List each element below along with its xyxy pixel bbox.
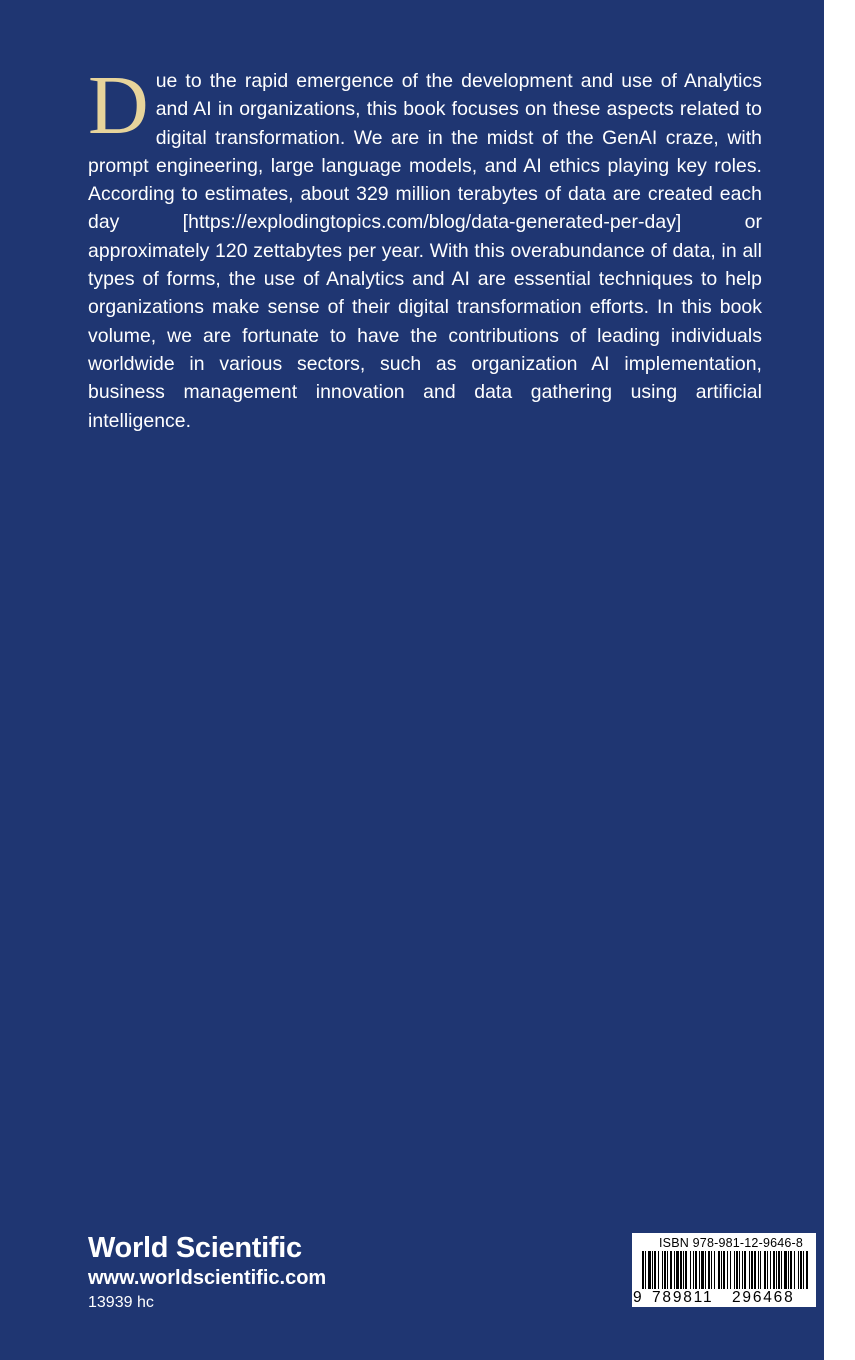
publisher-block	[88, 1230, 326, 1314]
isbn-label: ISBN 978-981-12-9646-8	[659, 1236, 804, 1250]
isbn-barcode	[632, 1233, 816, 1307]
page-edge	[824, 0, 855, 1360]
drop-cap: D	[88, 59, 149, 152]
publisher-name: World Scientific	[88, 1232, 302, 1264]
barcode-digits-left: 789811	[652, 1289, 714, 1306]
blurb-paragraph	[88, 59, 762, 435]
barcode-digit-first: 9	[633, 1289, 642, 1306]
blurb-text: ue to the rapid emergence of the development and use of Analytics and AI in organizations, this book focuses on these aspects related to digital transformation. We are in the midst of the GenAI craze, with prompt engineering, large language models, and AI ethics playing key roles. According to estimates, about 329 million terabytes of data are created each day [https://explodingtopics.com/blog/data-generated-per-day] or approximately 120 zettabytes per year. With this overabundance of data, in all types of forms, the use of Analytics and AI are essential techniques to help organizations make sense of their digital transformation efforts. In this book volume, we are fortunate to have the contributions of leading individuals worldwide in various sectors, such as organization AI implementation, business management innovation and data gathering using artificial intelligence.	[88, 70, 762, 432]
barcode-digits-right: 296468	[732, 1289, 795, 1306]
product-code: 13939 hc	[88, 1294, 154, 1311]
publisher-url: www.worldscientific.com	[88, 1267, 327, 1289]
barcode-bars-icon	[642, 1251, 810, 1289]
